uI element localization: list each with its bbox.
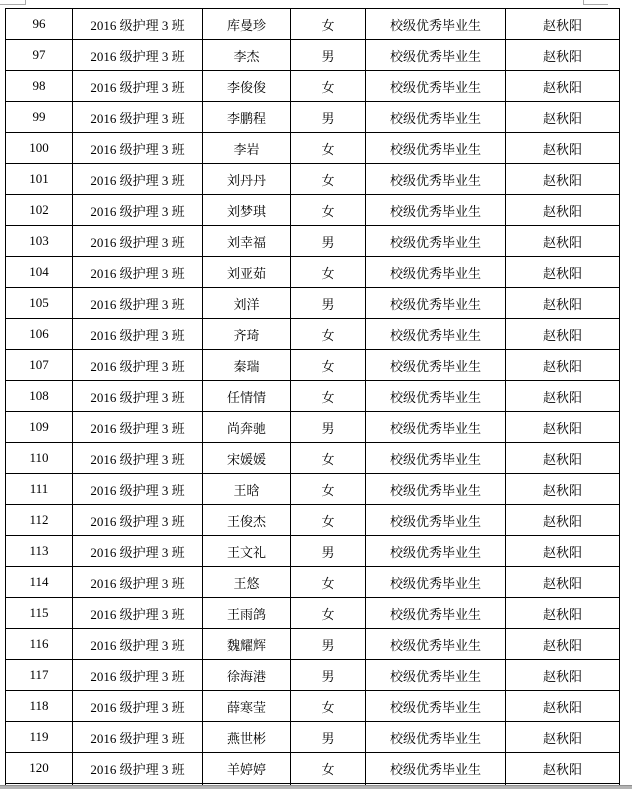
cell-award: 校级优秀毕业生: [366, 412, 506, 443]
cell-award: 校级优秀毕业生: [366, 536, 506, 567]
cell-advisor: 赵秋阳: [506, 598, 620, 629]
cell-name: 宋媛媛: [203, 443, 291, 474]
table-row: [6, 412, 620, 443]
cell-award: 校级优秀毕业生: [366, 381, 506, 412]
cell-gender: 女: [291, 474, 366, 505]
cell-advisor: 赵秋阳: [506, 474, 620, 505]
cell-award: 校级优秀毕业生: [366, 164, 506, 195]
cell-name: 李岩: [203, 133, 291, 164]
cell-advisor: 赵秋阳: [506, 443, 620, 474]
cell-row-number: 100: [6, 133, 73, 164]
cell-gender: 女: [291, 598, 366, 629]
cell-advisor: 赵秋阳: [506, 226, 620, 257]
cell-gender: 女: [291, 133, 366, 164]
cell-award: 校级优秀毕业生: [366, 474, 506, 505]
cell-row-number: 118: [6, 691, 73, 722]
cell-gender: 男: [291, 102, 366, 133]
cell-row-number: 103: [6, 226, 73, 257]
cell-award: 校级优秀毕业生: [366, 102, 506, 133]
cell-advisor: 赵秋阳: [506, 319, 620, 350]
crop-mark-top-left-horizontal: [0, 4, 25, 5]
cell-class: 2016 级护理 3 班: [73, 381, 203, 412]
cell-class: 2016 级护理 3 班: [73, 660, 203, 691]
table-row: [6, 629, 620, 660]
cell-advisor: 赵秋阳: [506, 691, 620, 722]
cell-name: 刘亚茹: [203, 257, 291, 288]
cell-advisor: 赵秋阳: [506, 567, 620, 598]
table-row: [6, 536, 620, 567]
cell-name: 刘梦琪: [203, 195, 291, 226]
cell-gender: 女: [291, 319, 366, 350]
cell-advisor: 赵秋阳: [506, 40, 620, 71]
cell-award: 校级优秀毕业生: [366, 133, 506, 164]
cell-row-number: 104: [6, 257, 73, 288]
cell-advisor: 赵秋阳: [506, 753, 620, 784]
cell-gender: 女: [291, 164, 366, 195]
table-row: [6, 381, 620, 412]
cell-class: 2016 级护理 3 班: [73, 71, 203, 102]
cell-name: 刘丹丹: [203, 164, 291, 195]
cell-name: 王雨鸽: [203, 598, 291, 629]
cell-gender: 男: [291, 40, 366, 71]
cell-row-number: 114: [6, 567, 73, 598]
cell-row-number: 99: [6, 102, 73, 133]
cell-award: 校级优秀毕业生: [366, 567, 506, 598]
cell-name: 尚奔驰: [203, 412, 291, 443]
cell-name: 王俊杰: [203, 505, 291, 536]
table-row: [6, 319, 620, 350]
cell-class: 2016 级护理 3 班: [73, 691, 203, 722]
cell-gender: 女: [291, 753, 366, 784]
table-row: [6, 753, 620, 784]
cell-class: 2016 级护理 3 班: [73, 164, 203, 195]
cell-advisor: 赵秋阳: [506, 288, 620, 319]
cell-award: 校级优秀毕业生: [366, 753, 506, 784]
cell-award: 校级优秀毕业生: [366, 319, 506, 350]
table-row: [6, 71, 620, 102]
cell-class: 2016 级护理 3 班: [73, 102, 203, 133]
table-row: [6, 164, 620, 195]
cell-name: 刘洋: [203, 288, 291, 319]
cell-name: 魏耀辉: [203, 629, 291, 660]
table-row: [6, 40, 620, 71]
cell-row-number: 110: [6, 443, 73, 474]
cell-advisor: 赵秋阳: [506, 350, 620, 381]
cell-row-number: 108: [6, 381, 73, 412]
cell-name: 李杰: [203, 40, 291, 71]
crop-mark-top-right-vertical: [583, 0, 584, 5]
cell-advisor: 赵秋阳: [506, 412, 620, 443]
cell-row-number: 116: [6, 629, 73, 660]
cell-gender: 男: [291, 412, 366, 443]
cell-name: 李鹏程: [203, 102, 291, 133]
cell-gender: 女: [291, 691, 366, 722]
cell-class: 2016 级护理 3 班: [73, 319, 203, 350]
cell-award: 校级优秀毕业生: [366, 505, 506, 536]
cell-name: 任情情: [203, 381, 291, 412]
cell-row-number: 117: [6, 660, 73, 691]
cell-advisor: 赵秋阳: [506, 164, 620, 195]
cell-gender: 男: [291, 536, 366, 567]
cell-award: 校级优秀毕业生: [366, 691, 506, 722]
cell-gender: 男: [291, 629, 366, 660]
cell-row-number: 106: [6, 319, 73, 350]
cell-gender: 男: [291, 288, 366, 319]
table-row: [6, 226, 620, 257]
cell-award: 校级优秀毕业生: [366, 226, 506, 257]
cell-row-number: 101: [6, 164, 73, 195]
cell-award: 校级优秀毕业生: [366, 257, 506, 288]
cell-gender: 女: [291, 195, 366, 226]
cell-class: 2016 级护理 3 班: [73, 40, 203, 71]
cell-class: 2016 级护理 3 班: [73, 722, 203, 753]
cell-class: 2016 级护理 3 班: [73, 443, 203, 474]
cell-advisor: 赵秋阳: [506, 71, 620, 102]
cell-row-number: 119: [6, 722, 73, 753]
page-bottom-edge: [0, 785, 632, 789]
cell-gender: 女: [291, 567, 366, 598]
table-row: [6, 350, 620, 381]
table-row: [6, 288, 620, 319]
cell-name: 李俊俊: [203, 71, 291, 102]
cell-name: 薛寒莹: [203, 691, 291, 722]
cell-class: 2016 级护理 3 班: [73, 257, 203, 288]
cell-award: 校级优秀毕业生: [366, 40, 506, 71]
cell-row-number: 96: [6, 9, 73, 40]
cell-gender: 女: [291, 257, 366, 288]
cell-name: 秦瑞: [203, 350, 291, 381]
cell-row-number: 109: [6, 412, 73, 443]
cell-name: 王悠: [203, 567, 291, 598]
cell-advisor: 赵秋阳: [506, 722, 620, 753]
cell-advisor: 赵秋阳: [506, 133, 620, 164]
cell-row-number: 98: [6, 71, 73, 102]
cell-advisor: 赵秋阳: [506, 257, 620, 288]
cell-gender: 女: [291, 350, 366, 381]
cell-advisor: 赵秋阳: [506, 629, 620, 660]
cell-row-number: 112: [6, 505, 73, 536]
cell-award: 校级优秀毕业生: [366, 350, 506, 381]
table-row: [6, 474, 620, 505]
cell-advisor: 赵秋阳: [506, 660, 620, 691]
cell-row-number: 107: [6, 350, 73, 381]
cell-advisor: 赵秋阳: [506, 381, 620, 412]
cell-advisor: 赵秋阳: [506, 505, 620, 536]
cell-class: 2016 级护理 3 班: [73, 412, 203, 443]
cell-row-number: 105: [6, 288, 73, 319]
cell-class: 2016 级护理 3 班: [73, 226, 203, 257]
table-row: [6, 567, 620, 598]
cell-award: 校级优秀毕业生: [366, 598, 506, 629]
cell-name: 王晗: [203, 474, 291, 505]
cell-name: 王文礼: [203, 536, 291, 567]
cell-name: 库曼珍: [203, 9, 291, 40]
cell-gender: 女: [291, 71, 366, 102]
cell-gender: 女: [291, 443, 366, 474]
cell-name: 燕世彬: [203, 722, 291, 753]
cell-class: 2016 级护理 3 班: [73, 350, 203, 381]
cell-class: 2016 级护理 3 班: [73, 567, 203, 598]
graduates-table: [5, 8, 620, 788]
table-row: [6, 722, 620, 753]
cell-award: 校级优秀毕业生: [366, 288, 506, 319]
table-row: [6, 505, 620, 536]
cell-class: 2016 级护理 3 班: [73, 474, 203, 505]
cell-class: 2016 级护理 3 班: [73, 598, 203, 629]
cell-advisor: 赵秋阳: [506, 536, 620, 567]
cell-row-number: 115: [6, 598, 73, 629]
table-body: [6, 9, 620, 789]
cell-class: 2016 级护理 3 班: [73, 133, 203, 164]
crop-mark-top-right-horizontal: [583, 4, 608, 5]
cell-gender: 女: [291, 9, 366, 40]
cell-gender: 女: [291, 505, 366, 536]
table-row: [6, 691, 620, 722]
cell-class: 2016 级护理 3 班: [73, 195, 203, 226]
cell-advisor: 赵秋阳: [506, 195, 620, 226]
cell-award: 校级优秀毕业生: [366, 195, 506, 226]
cell-award: 校级优秀毕业生: [366, 660, 506, 691]
cell-class: 2016 级护理 3 班: [73, 753, 203, 784]
cell-class: 2016 级护理 3 班: [73, 629, 203, 660]
cell-award: 校级优秀毕业生: [366, 722, 506, 753]
cell-advisor: 赵秋阳: [506, 9, 620, 40]
cell-class: 2016 级护理 3 班: [73, 505, 203, 536]
cell-award: 校级优秀毕业生: [366, 443, 506, 474]
cell-name: 徐海港: [203, 660, 291, 691]
crop-mark-top-left-vertical: [25, 0, 26, 5]
cell-gender: 女: [291, 381, 366, 412]
table-row: [6, 102, 620, 133]
table-row: [6, 660, 620, 691]
cell-award: 校级优秀毕业生: [366, 629, 506, 660]
cell-gender: 男: [291, 660, 366, 691]
cell-class: 2016 级护理 3 班: [73, 288, 203, 319]
cell-advisor: 赵秋阳: [506, 102, 620, 133]
cell-class: 2016 级护理 3 班: [73, 536, 203, 567]
cell-award: 校级优秀毕业生: [366, 71, 506, 102]
table-row: [6, 133, 620, 164]
table-row: [6, 257, 620, 288]
cell-row-number: 113: [6, 536, 73, 567]
cell-row-number: 111: [6, 474, 73, 505]
cell-name: 齐琦: [203, 319, 291, 350]
cell-name: 刘幸福: [203, 226, 291, 257]
cell-award: 校级优秀毕业生: [366, 9, 506, 40]
table-row: [6, 195, 620, 226]
cell-row-number: 120: [6, 753, 73, 784]
table-row: [6, 598, 620, 629]
cell-class: 2016 级护理 3 班: [73, 9, 203, 40]
cell-gender: 男: [291, 226, 366, 257]
table-row: [6, 443, 620, 474]
cell-name: 羊婷婷: [203, 753, 291, 784]
cell-row-number: 102: [6, 195, 73, 226]
cell-row-number: 97: [6, 40, 73, 71]
table-row: [6, 9, 620, 40]
cell-gender: 男: [291, 722, 366, 753]
